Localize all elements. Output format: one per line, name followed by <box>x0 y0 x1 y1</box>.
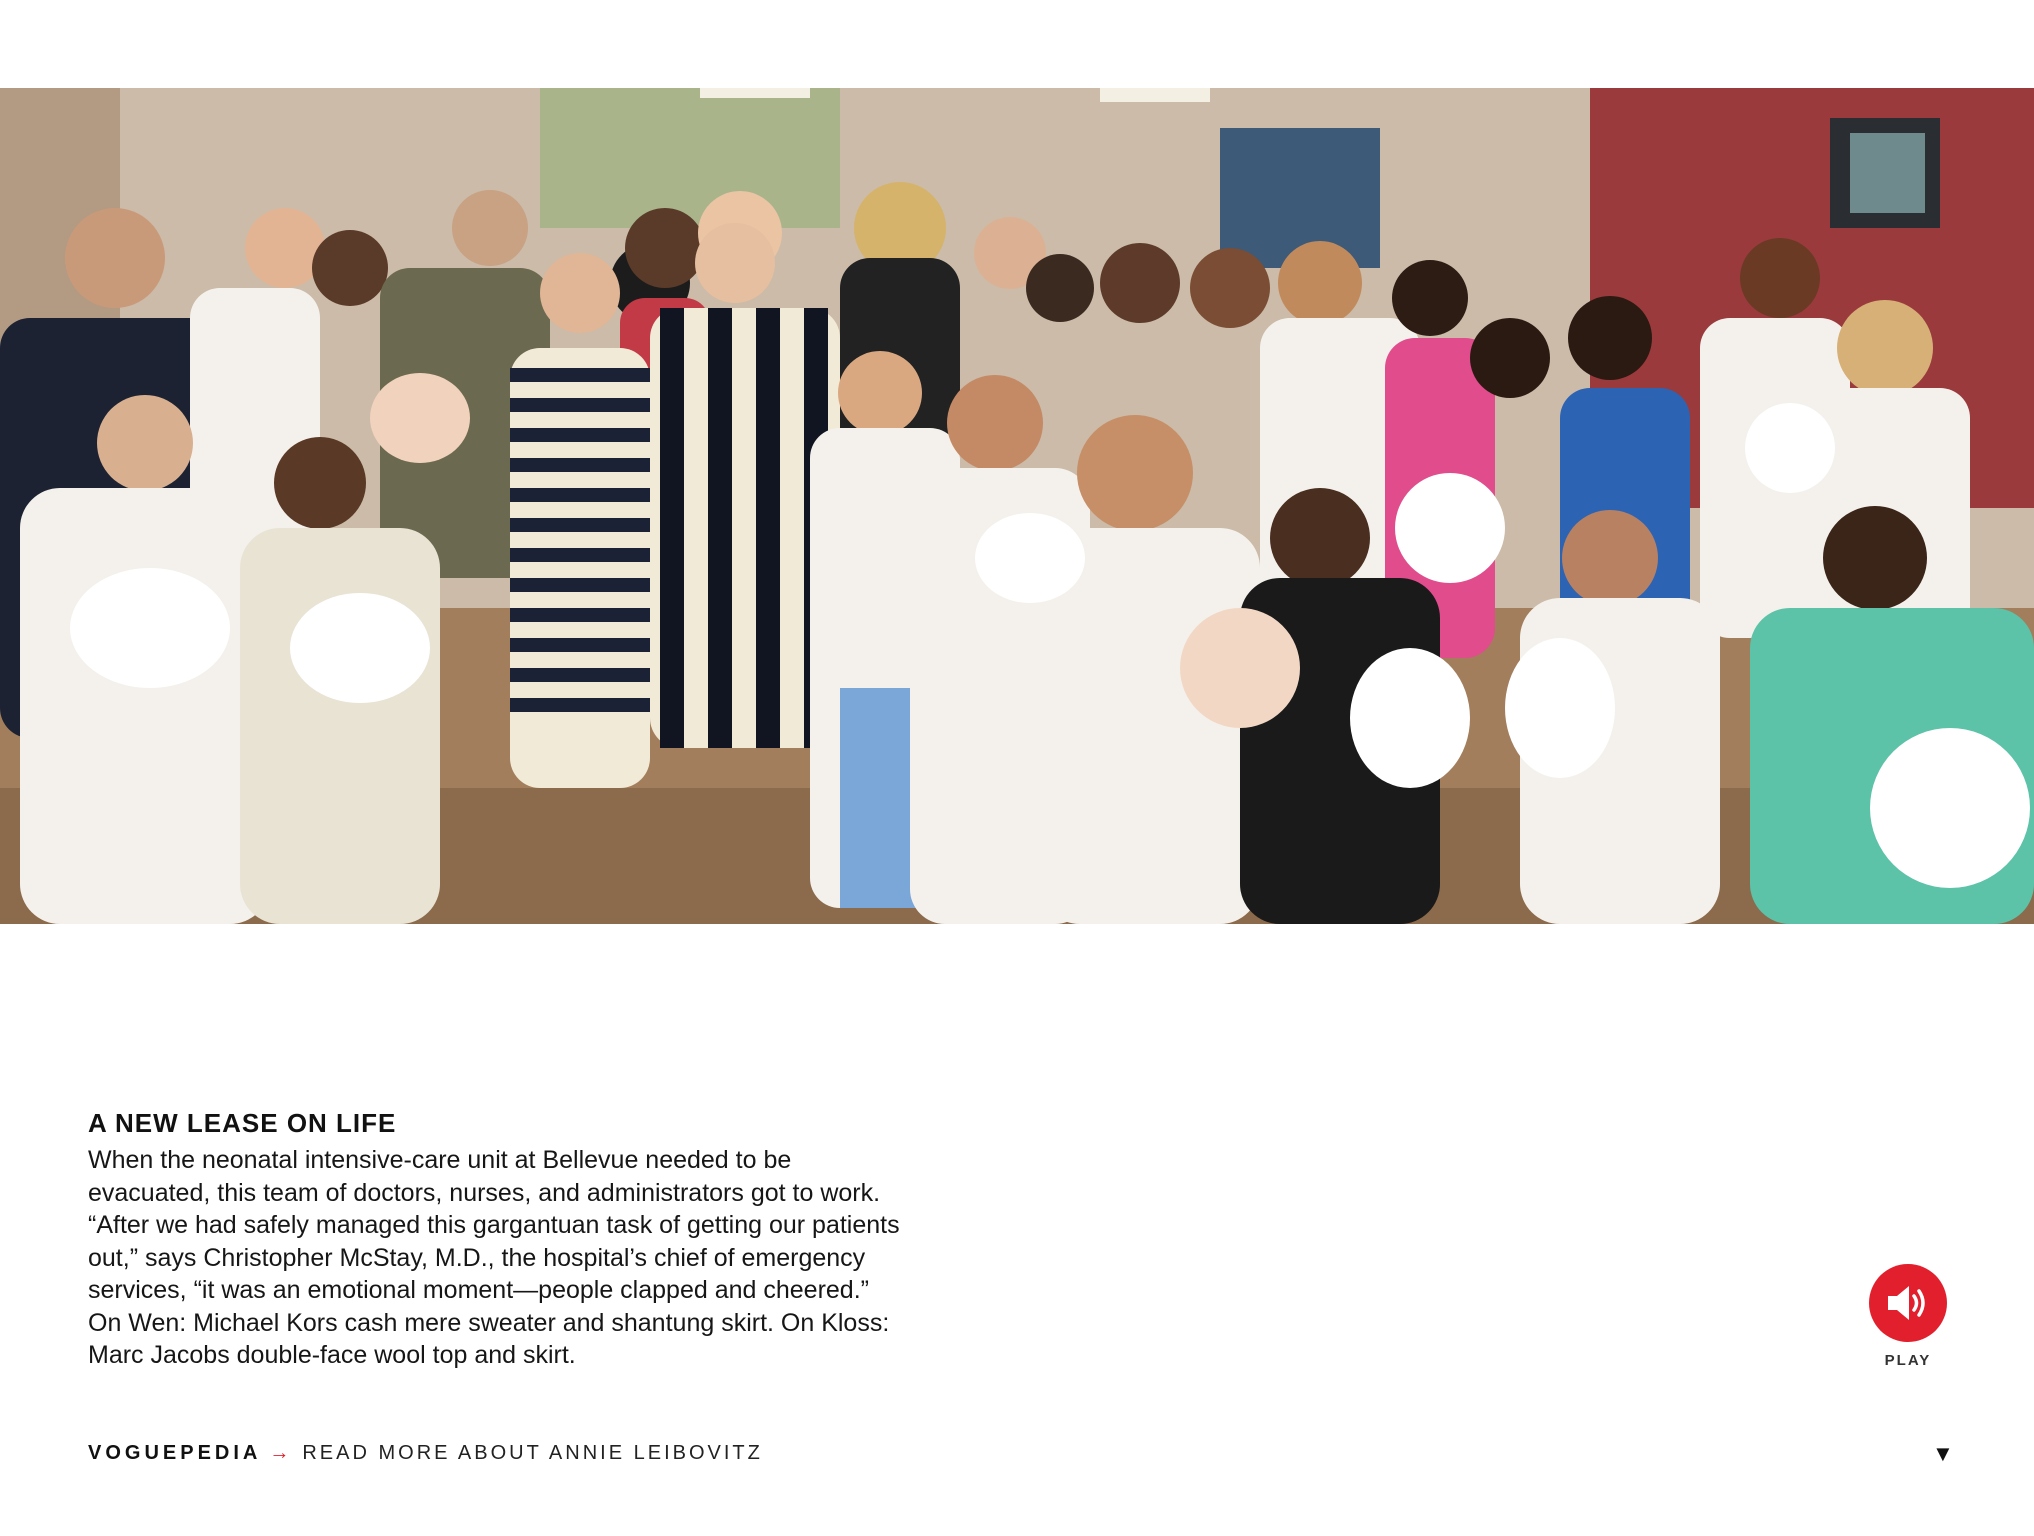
voguepedia-brand: VOGUEPEDIA <box>88 1442 262 1464</box>
group-photo <box>0 88 2034 924</box>
caption-body: When the neonatal intensive-care unit at Bellevue needed to be evacuated, this team of doctors, nurses, and administrators got to work. “After we had safely managed this gargantuan task of getting our patients out,” says Christopher McStay, M.D., the hospital’s chief of emergency services, “it was an emotional moment—people clapped and cheered.” On Wen: Michael Kors cash mere sweater and shantung skirt. On Kloss: Marc Jacobs double-face wool top and skirt. <box>88 1146 900 1369</box>
audio-play-button[interactable] <box>1868 1264 1948 1369</box>
play-circle[interactable] <box>1869 1264 1947 1342</box>
play-label: PLAY <box>1884 1352 1932 1369</box>
photo-caption <box>88 1108 908 1372</box>
voguepedia-link[interactable] <box>88 1442 763 1465</box>
caption-title: A NEW LEASE ON LIFE <box>88 1108 397 1138</box>
arrow-right-icon: → <box>269 1442 293 1464</box>
read-more-text: READ MORE ABOUT ANNIE LEIBOVITZ <box>302 1442 763 1464</box>
speaker-icon <box>1885 1283 1931 1323</box>
group-photo-illustration <box>0 88 2034 924</box>
chevron-down-icon[interactable]: ▼ <box>1932 1441 1954 1466</box>
